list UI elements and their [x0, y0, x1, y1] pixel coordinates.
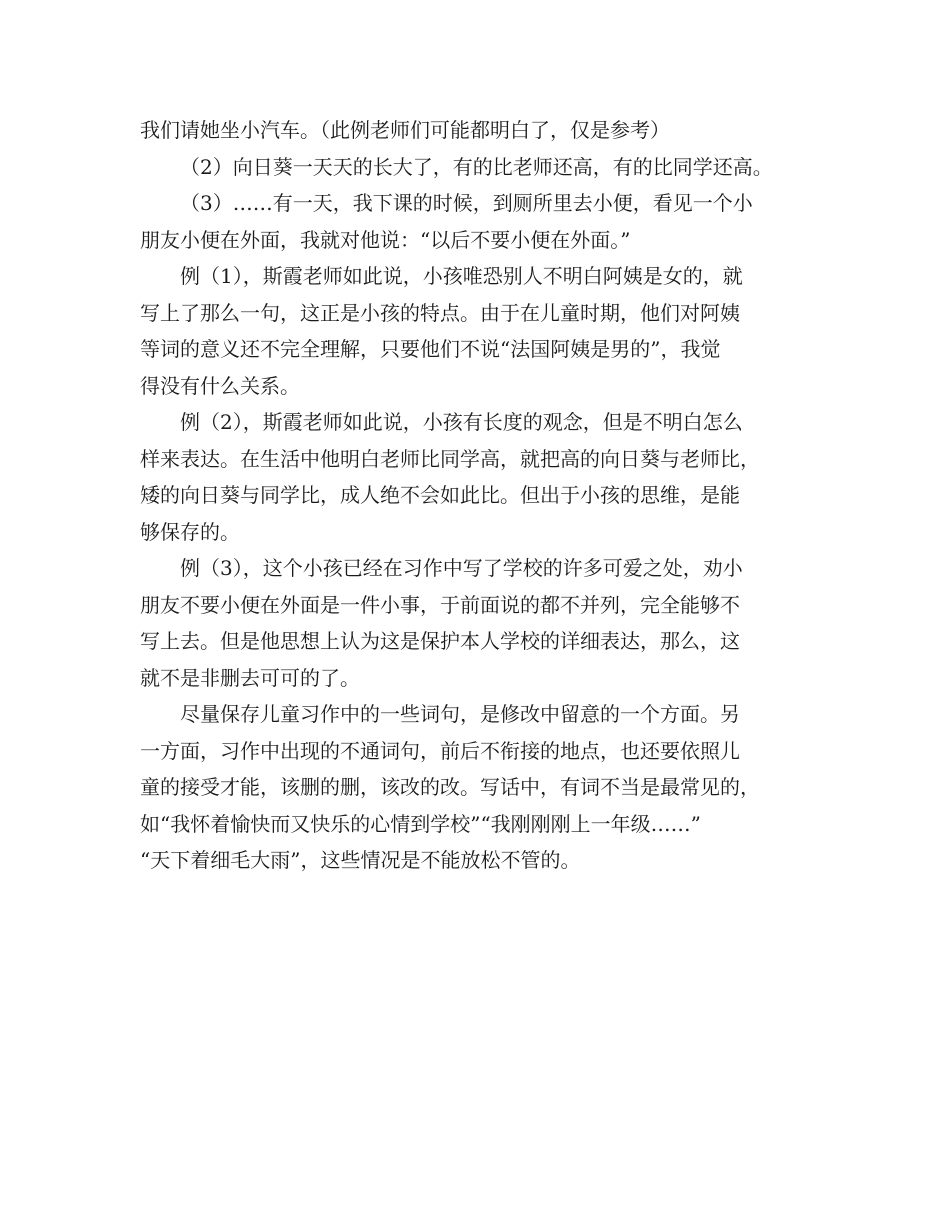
- text-line: 样来表达。在生活中他明白老师比同学高，就把高的向日葵与老师比，: [140, 446, 760, 471]
- text-line: 写上了那么一句，这正是小孩的特点。由于在儿童时期，他们对阿姨: [140, 300, 740, 325]
- text-line: 矮的向日葵与同学比，成人绝不会如此比。但出于小孩的思维，是能: [140, 483, 740, 507]
- text-line: 例（2），斯霞老师如此说，小孩有长度的观念，但是不明白怎么: [180, 410, 743, 434]
- document-body: [140, 112, 812, 879]
- text-line: 够保存的。: [140, 519, 240, 544]
- text-line: 如“我怀着愉快而又快乐的心情到学校”“我刚刚刚上一年级……”: [140, 811, 701, 836]
- text-line: 朋友不要小便在外面是一件小事，于前面说的都不并列，完全能够不: [140, 592, 740, 617]
- text-line: 等词的意义还不完全理解，只要他们不说“法国阿姨是男的”，我觉: [140, 337, 721, 361]
- text-line: 例（1），斯霞老师如此说，小孩唯恐别人不明白阿姨是女的，就: [180, 264, 743, 288]
- text-line: “天下着细毛大雨”，这些情况是不能放松不管的。: [140, 848, 581, 872]
- text-line: 朋友小便在外面，我就对他说：“以后不要小便在外面。”: [140, 227, 631, 252]
- text-line: 一方面，习作中出现的不通词句，前后不衔接的地点，也还要依照儿: [140, 738, 740, 763]
- text-line: 例（3），这个小孩已经在习作中写了学校的许多可爱之处，劝小: [180, 556, 743, 580]
- text-line: 尽量保存儿童习作中的一些词句，是修改中留意的一个方面。另: [180, 702, 740, 726]
- text-line: 得没有什么关系。: [140, 373, 300, 398]
- text-line: （3）……有一天，我下课的时候，到厕所里去小便，看见一个小: [180, 191, 753, 215]
- text-line: （2）向日葵一天天的长大了，有的比老师还高，有的比同学还高。: [180, 154, 773, 179]
- text-line: 就不是非删去可可的了。: [140, 665, 360, 690]
- text-line: 我们请她坐小汽车。（此例老师们可能都明白了，仅是参考）: [140, 118, 670, 142]
- text-line: 童的接受才能，该删的删，该改的改。写话中，有词不当是最常见的，: [140, 775, 760, 799]
- text-line: 写上去。但是他思想上认为这是保护本人学校的详细表达，那么，这: [140, 629, 740, 653]
